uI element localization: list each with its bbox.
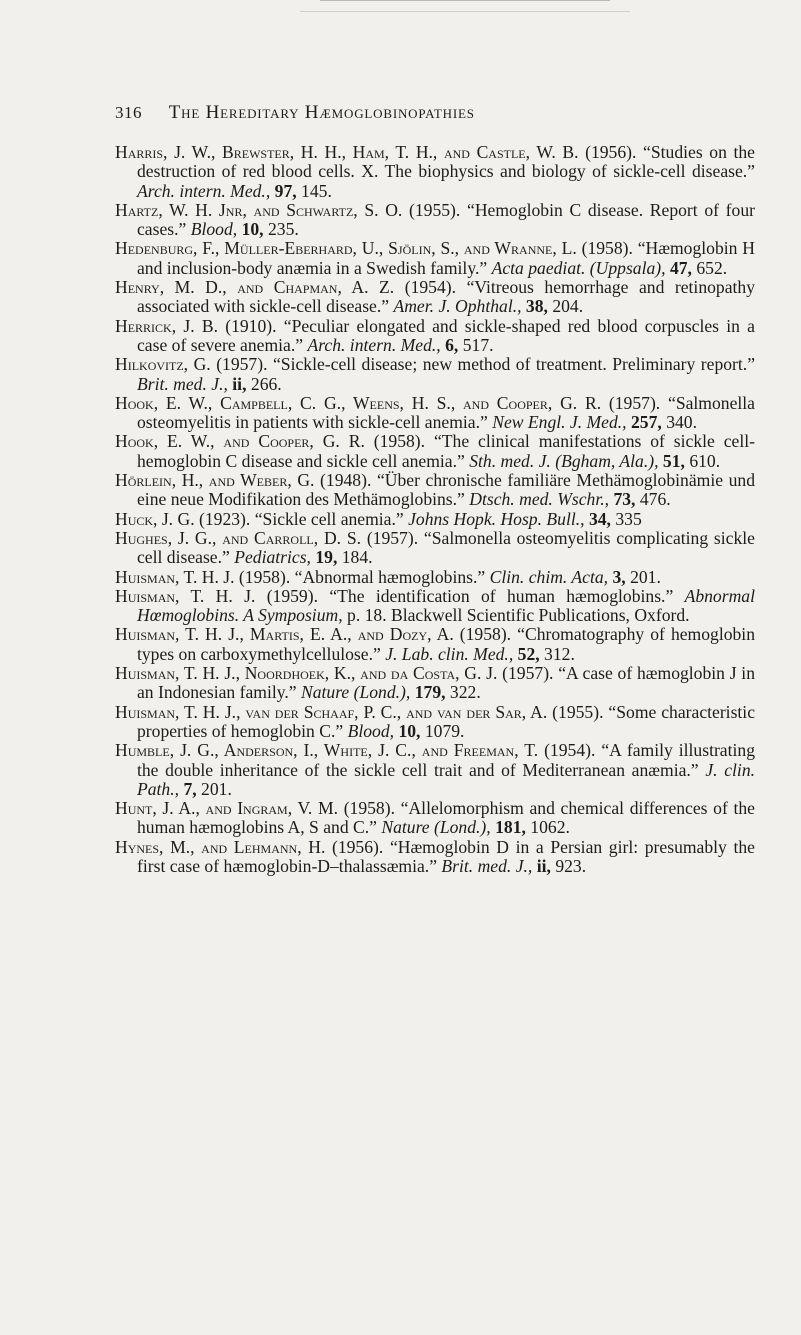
reference-authors: Huisman, T. H. J. (115, 585, 256, 606)
reference-title: “Salmonella osteomyelitis complicating sickle cell disease.” (137, 527, 755, 568)
reference-volume: 7, (183, 778, 197, 799)
reference-authors: Huisman, T. H. J., Noordhoek, K., and da Costa, G. J. (115, 663, 498, 684)
reference-journal: Clin. chim. Acta, (489, 566, 609, 587)
reference-pages: 1062. (530, 817, 570, 838)
reference-volume: 73, (613, 489, 636, 510)
reference-year: (1958). (343, 798, 395, 819)
reference-journal: Blood, (347, 720, 395, 741)
reference-title: “Hæmoglobin H and inclusion-body anæmia in a Swedish family.” (137, 238, 755, 278)
reference-pages: 145. (301, 180, 332, 201)
running-header (115, 102, 715, 124)
reference-title: “Peculiar elongated and sickle-shaped red blood corpuscles in a case of severe anemia.” (137, 315, 755, 355)
reference-pages: 652. (696, 257, 728, 278)
reference-journal: Pediatrics, (234, 547, 311, 568)
scan-edge-line (300, 11, 630, 12)
reference-year: (1954). (404, 277, 457, 298)
reference-year: (1954). (544, 740, 596, 761)
reference-year: (1958). (238, 566, 291, 587)
reference-pages: 266. (250, 373, 282, 394)
reference-title: “A family illustrating the double inheritance of the sickle cell trait and of Mediterranean anæmia.” (137, 740, 755, 780)
reference-pages: p. 18. Blackwell Scientific Publications, Oxford. (347, 605, 690, 626)
reference-entry (115, 625, 755, 664)
reference-authors: Huck, J. G. (115, 508, 195, 529)
reference-journal: New Engl. J. Med., (492, 412, 627, 433)
reference-entry (115, 278, 755, 317)
reference-year: (1923). (199, 508, 251, 529)
reference-volume: 181, (495, 817, 526, 838)
reference-year: (1957). (502, 663, 554, 684)
reference-title: “The clinical manifestations of sickle cell-hemoglobin C disease and sickle cell anemia.” (137, 431, 755, 471)
reference-entry (115, 529, 755, 568)
reference-journal: Sth. med. J. (Bgham, Ala.), (469, 450, 659, 471)
reference-journal: J. clin. Path., (137, 759, 756, 799)
reference-volume: 6, (445, 334, 459, 355)
reference-volume: 38, (525, 296, 548, 317)
reference-title: “Salmonella osteomyelitis in patients with sickle-cell anemia.” (137, 392, 755, 433)
reference-volume: 3, (612, 566, 626, 587)
reference-year: (1957). (608, 392, 661, 413)
reference-journal: Arch. intern. Med., (137, 180, 271, 201)
reference-authors: Huisman, T. H. J., Martis, E. A., and Dozy, A. (115, 624, 454, 645)
reference-authors: Harris, J. W., Brewster, H. H., Ham, T. H., and Castle, W. B. (115, 142, 579, 162)
reference-list (115, 143, 755, 876)
reference-title: “Allelomorphism and chemical differences of the human hæmoglobins A, S and C.” (137, 798, 755, 838)
reference-journal: Johns Hopk. Hosp. Bull., (408, 508, 585, 529)
reference-title: “Chromatography of hemoglobin types on carboxymethylcellulose.” (137, 624, 755, 664)
reference-pages: 201. (630, 566, 661, 587)
reference-title: “Sickle cell anemia.” (254, 508, 404, 529)
reference-journal: Acta paediat. (Uppsala), (491, 257, 666, 278)
reference-title: “Some characteristic properties of hemoglobin C.” (137, 701, 755, 741)
reference-year: (1956). (585, 142, 637, 162)
reference-year: (1958). (581, 238, 633, 259)
reference-entry (115, 394, 755, 433)
reference-entry (115, 799, 755, 838)
reference-entry (115, 355, 755, 394)
reference-pages: 235. (267, 219, 299, 240)
reference-volume: 52, (517, 643, 540, 664)
reference-pages: 476. (639, 489, 671, 510)
reference-authors: Hynes, M., and Lehmann, H. (115, 836, 326, 857)
reference-authors: Henry, M. D., and Chapman, A. Z. (115, 277, 395, 298)
reference-journal: Arch. intern. Med., (307, 334, 441, 355)
reference-year: (1957). (216, 354, 268, 375)
reference-entry (115, 838, 755, 877)
reference-authors: Hook, E. W., Campbell, C. G., Weens, H. S., and Cooper, G. R. (115, 392, 602, 413)
reference-authors: Hughes, J. G., and Carroll, D. S. (115, 527, 362, 548)
reference-authors: Hartz, W. H. Jnr, and Schwartz, S. O. (115, 199, 403, 220)
reference-journal: Brit. med. J., (137, 373, 228, 394)
reference-year: (1958). (459, 624, 512, 645)
reference-title: “Vitreous hemorrhage and retinopathy associated with sickle-cell disease.” (137, 277, 756, 317)
reference-authors: Hunt, J. A., and Ingram, V. M. (115, 798, 339, 819)
reference-entry (115, 587, 755, 626)
reference-authors: Hilkovitz, G. (115, 354, 211, 375)
reference-volume: 10, (241, 219, 264, 240)
reference-pages: 201. (201, 778, 232, 799)
reference-journal: Dtsch. med. Wschr., (469, 489, 610, 510)
reference-journal: Brit. med. J., (441, 855, 533, 876)
reference-title: “Über chronische familiäre Methämoglobinämie und eine neue Modifikation des Methämoglobins.” (137, 470, 756, 510)
reference-volume: 47, (669, 257, 692, 278)
reference-volume: 19, (315, 547, 338, 568)
reference-title: “Hæmoglobin D in a Persian girl: presumably the first case of hæmoglobin-D–thalassæmia.” (137, 836, 755, 876)
reference-entry (115, 317, 755, 356)
reference-pages: 322. (449, 682, 481, 703)
reference-year: (1959). (266, 585, 318, 606)
reference-year: (1955). (409, 199, 461, 220)
reference-year: (1957). (366, 527, 419, 548)
page-number: 316 (115, 103, 142, 122)
reference-pages: 517. (462, 334, 494, 355)
reference-year: (1910). (225, 315, 277, 336)
reference-journal: J. Lab. clin. Med., (385, 643, 514, 664)
reference-pages: 923. (555, 855, 587, 876)
reference-year: (1955). (552, 701, 604, 722)
reference-authors: Hörlein, H., and Weber, G. (115, 470, 315, 491)
reference-entry (115, 741, 755, 799)
reference-journal: Nature (Lond.), (381, 817, 491, 838)
reference-pages: 1079. (424, 720, 465, 741)
reference-title: “Abnormal hæmoglobins.” (294, 566, 486, 587)
reference-authors: Huisman, T. H. J. (115, 566, 235, 587)
reference-journal: Blood, (190, 219, 238, 240)
reference-volume: 257, (631, 412, 662, 433)
reference-volume: 34, (588, 508, 611, 529)
reference-entry (115, 471, 755, 510)
reference-authors: Hedenburg, F., Müller-Eberhard, U., Sjölin, S., and Wranne, L. (115, 238, 577, 259)
reference-journal: Nature (Lond.), (301, 682, 411, 703)
reference-volume: ii, (232, 373, 247, 394)
reference-entry (115, 568, 755, 587)
reference-volume: 10, (398, 720, 421, 741)
reference-volume: ii, (536, 855, 551, 876)
reference-volume: 179, (414, 682, 446, 703)
reference-pages: 340. (666, 412, 697, 433)
reference-journal: Abnormal Hœmoglobins. A Symposium, (137, 585, 755, 626)
reference-entry (115, 510, 755, 529)
reference-entry (115, 664, 755, 703)
reference-authors: Humble, J. G., Anderson, I., White, J. C., and Freeman, T. (115, 740, 539, 761)
scan-edge-line (320, 0, 610, 1)
reference-pages: 610. (689, 450, 721, 471)
reference-year: (1948). (320, 470, 372, 491)
reference-pages: 312. (544, 643, 575, 664)
reference-title: “Studies on the destruction of red blood cells. X. The biophysics and biology of sickle-cell disease.” (137, 142, 755, 182)
reference-title: “Hemoglobin C disease. Report of four cases.” (137, 199, 755, 240)
reference-volume: 97, (274, 180, 297, 201)
reference-title: “The identification of human hæmoglobins.” (329, 585, 674, 606)
reference-entry (115, 201, 755, 240)
reference-journal: Amer. J. Ophthal., (393, 296, 522, 317)
reference-pages: 335 (615, 508, 642, 529)
reference-title: “Sickle-cell disease; new method of treatment. Preliminary report.” (273, 354, 756, 375)
reference-entry (115, 703, 755, 742)
reference-year: (1958). (373, 431, 426, 452)
running-title: The Hereditary Hæmoglobinopathies (168, 102, 475, 123)
reference-authors: Hook, E. W., and Cooper, G. R. (115, 431, 365, 452)
reference-pages: 204. (552, 296, 584, 317)
reference-volume: 51, (662, 450, 685, 471)
reference-title: “A case of hæmoglobin J in an Indonesian family.” (137, 663, 755, 703)
reference-entry (115, 143, 755, 201)
reference-authors: Herrick, J. B. (115, 315, 218, 336)
reference-entry (115, 432, 755, 471)
reference-pages: 184. (341, 547, 373, 568)
reference-authors: Huisman, T. H. J., van der Schaaf, P. C., and van der Sar, A. (115, 701, 548, 722)
reference-entry (115, 239, 755, 278)
reference-year: (1956). (331, 836, 384, 857)
